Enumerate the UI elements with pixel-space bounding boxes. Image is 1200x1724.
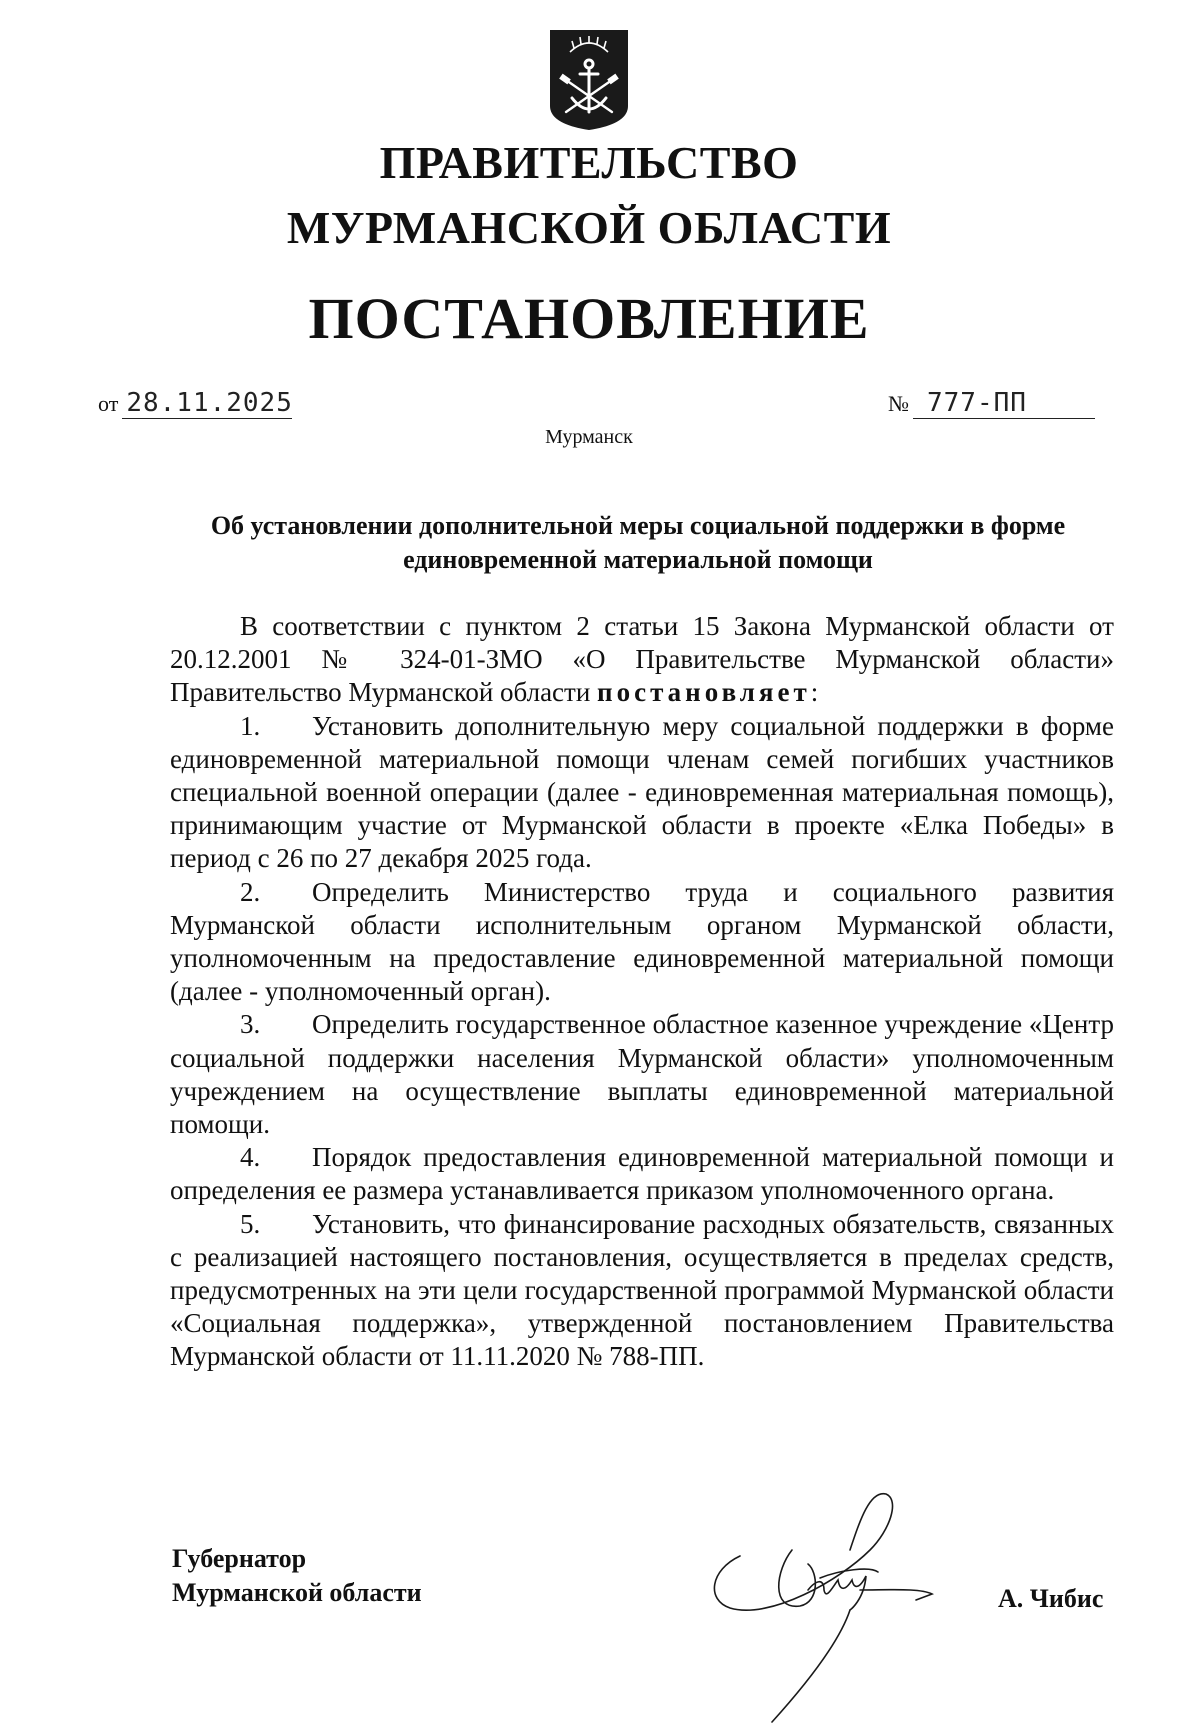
org-name-line2: МУРМАНСКОЙ ОБЛАСТИ bbox=[286, 202, 892, 253]
document-date: 28.11.2025 bbox=[122, 388, 292, 419]
decree-colon: : bbox=[810, 677, 819, 708]
decree-word: постановляет bbox=[597, 677, 811, 708]
item-text: Установить дополнительную меру социальной поддержки в форме единовременной материальной помощи членам семей погибших участников специальной военной операции (далее - единовременная материальная помощь), принимающим участие от Мурманской области в проекте «Елка Победы» в период с 26 по 27 декабря 2025 года. bbox=[170, 710, 1114, 874]
list-item bbox=[170, 1208, 1114, 1374]
item-number: 5. bbox=[240, 1208, 261, 1239]
preamble-text: В соответствии с пунктом 2 статьи 15 Закона Мурманской области от 20.12.2001 № 324-01-ЗМО «О Правительстве Мурманской области» Правительство Мурманской области bbox=[170, 611, 1114, 708]
item-number: 4. bbox=[240, 1142, 261, 1173]
city-name: Мурманск bbox=[545, 426, 633, 448]
item-number: 3. bbox=[240, 1009, 261, 1040]
org-name-line1: ПРАВИТЕЛЬСТВО bbox=[379, 137, 799, 188]
signatory-role bbox=[172, 1542, 422, 1610]
item-text: Порядок предоставления единовременной материальной помощи и определения ее размера устанавливается приказом уполномоченного органа. bbox=[170, 1142, 1114, 1206]
preamble-paragraph bbox=[170, 610, 1114, 710]
document-subject bbox=[150, 509, 1126, 577]
signatory-role-line-2: Мурманской области bbox=[172, 1578, 422, 1607]
signatory-role-line-1: Губернатор bbox=[172, 1544, 307, 1573]
subject-line-1: Об установлении дополнительной меры социальной поддержки в форме bbox=[210, 511, 1066, 540]
coat-of-arms-icon bbox=[548, 28, 630, 132]
document-body bbox=[170, 610, 1114, 1374]
document-number: 777-ПП bbox=[913, 388, 1095, 419]
subject-line-2: единовременной материальной помощи bbox=[403, 545, 873, 574]
item-text: Установить, что финансирование расходных обязательств, связанных с реализацией настоящего постановления, осуществляется в пределах средств, предусмотренных на эти цели государственной программой Мурманской области «Социальная поддержка», утвержденной постановлением Правительства Мурманской области от 11.11.2020 № 788-ПП. bbox=[170, 1208, 1114, 1372]
date-prefix: от bbox=[98, 391, 119, 416]
item-text: Определить Министерство труда и социального развития Мурманской области исполнительным органом Мурманской области, уполномоченным на предоставление единовременной материальной помощи (далее - уполномоченный орган). bbox=[170, 876, 1114, 1007]
number-block bbox=[888, 388, 1095, 419]
item-text: Определить государственное областное казенное учреждение «Центр социальной поддержки населения Мурманской области» уполномоченным учреждением на осуществление выплаты единовременной материальной помощи. bbox=[170, 1009, 1114, 1140]
number-prefix: № bbox=[888, 391, 909, 416]
signatory-name: А. Чибис bbox=[998, 1584, 1104, 1613]
list-item bbox=[170, 1008, 1114, 1141]
date-block bbox=[98, 388, 292, 419]
handwritten-signature bbox=[700, 1460, 970, 1724]
list-item bbox=[170, 710, 1114, 876]
item-number: 2. bbox=[240, 876, 261, 907]
list-item bbox=[170, 1141, 1114, 1207]
item-number: 1. bbox=[240, 710, 261, 741]
list-item bbox=[170, 876, 1114, 1009]
document-type-title: ПОСТАНОВЛЕНИЕ bbox=[308, 286, 870, 351]
